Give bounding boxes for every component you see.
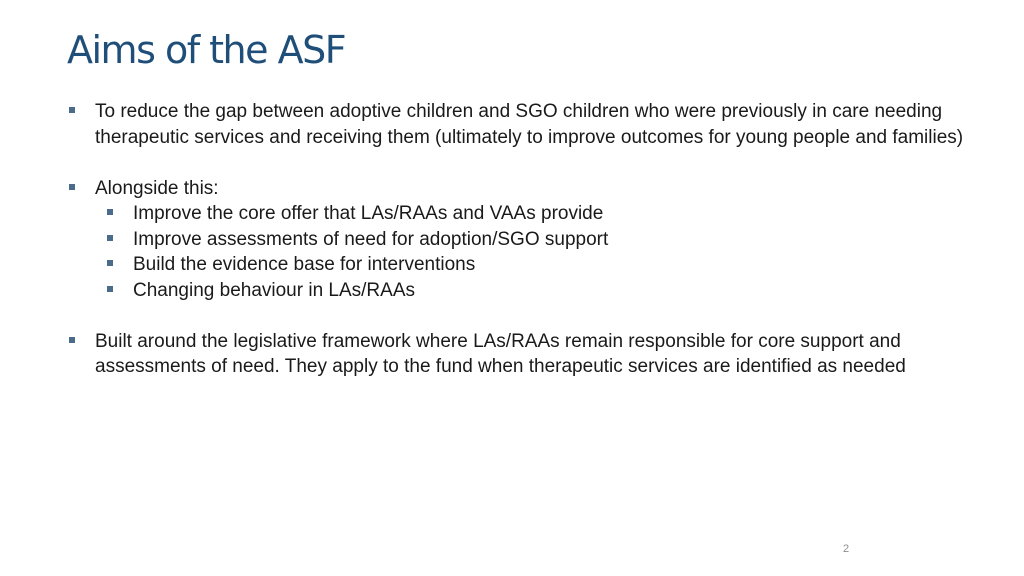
sub-bullet-text: Changing behaviour in LAs/RAAs <box>133 279 416 301</box>
bullet-text: To reduce the gap between adoptive children and SGO children who were previously in care needing therapeutic services and receiving them (ultimately to improve outcomes for young people and families) <box>95 101 964 148</box>
bullet-item-alongside <box>66 176 986 202</box>
square-bullet-icon <box>69 337 75 343</box>
bullet-text: Alongside this: <box>95 177 219 199</box>
square-bullet-icon <box>69 107 75 113</box>
sub-bullet-item <box>66 278 986 304</box>
slide-content <box>66 99 986 380</box>
slide-title: Aims of the ASF <box>67 28 346 72</box>
square-bullet-icon <box>107 235 113 241</box>
sub-bullet-item <box>66 201 986 227</box>
spacer <box>66 303 986 329</box>
square-bullet-icon <box>69 184 75 190</box>
square-bullet-icon <box>107 260 113 266</box>
sub-bullet-item <box>66 252 986 278</box>
sub-bullet-item <box>66 227 986 253</box>
spacer <box>66 150 986 176</box>
sub-bullet-text: Build the evidence base for interventions <box>133 254 476 275</box>
bullet-item-gap <box>66 99 986 150</box>
bullet-text: Built around the legislative framework where LAs/RAAs remain responsible for core support and assessments of need. They apply to the fund when therapeutic services are identified as needed <box>95 330 906 377</box>
square-bullet-icon <box>107 209 113 215</box>
bullet-item-framework <box>66 329 986 380</box>
sub-bullet-text: Improve assessments of need for adoption/SGO support <box>133 228 609 250</box>
square-bullet-icon <box>107 286 113 292</box>
sub-bullet-text: Improve the core offer that LAs/RAAs and VAAs provide <box>133 203 604 224</box>
page-number: 2 <box>843 543 850 555</box>
